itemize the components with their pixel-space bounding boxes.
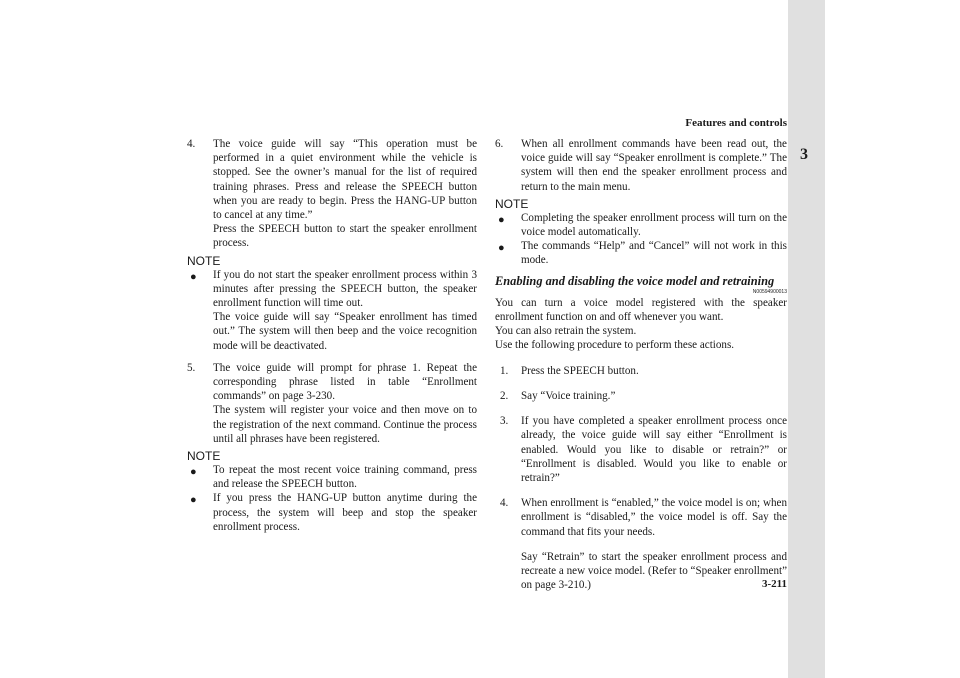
bullet-icon: ● bbox=[190, 494, 197, 507]
note-bullet bbox=[495, 211, 787, 239]
bullet-text-continued: The voice guide will say “Speaker enrollment has timed out.” The system will then beep and the voice recognition mode will be deactivated. bbox=[213, 311, 477, 352]
right-column bbox=[495, 137, 787, 604]
left-column bbox=[187, 137, 477, 534]
paragraph: You can turn a voice model registered with the speaker enrollment function on and off whenever you want. bbox=[495, 296, 787, 323]
bullet-icon: ● bbox=[190, 270, 197, 283]
step-number: 4. bbox=[500, 497, 509, 510]
step-number: 4. bbox=[187, 138, 196, 150]
bullet-icon: ● bbox=[498, 213, 505, 226]
step-text: The voice guide will say “This operation must be performed in a quiet environment while the vehicle is stopped. See the owner’s manual for the list of required training phrases. Press and release the SPEECH button when you are ready to begin. Press the HANG-UP button to cancel at any time.” bbox=[213, 138, 477, 222]
step-number: 5. bbox=[187, 361, 196, 374]
bullet-text: If you do not start the speaker enrollment process within 3 minutes after pressing the SPEECH button, the speaker enrollment function will time out. bbox=[213, 268, 477, 310]
step-6 bbox=[495, 137, 787, 194]
step-text: When all enrollment commands have been read out, the voice guide will say “Speaker enrollment is complete.” The system will then end the speaker enrollment process and return to the main menu. bbox=[521, 138, 787, 193]
chapter-number: 3 bbox=[800, 146, 808, 163]
step-number: 3. bbox=[500, 415, 509, 428]
page-number: 3-211 bbox=[761, 578, 787, 590]
chapter-tab bbox=[788, 0, 825, 678]
bullet-text: The commands “Help” and “Cancel” will not work in this mode. bbox=[521, 240, 787, 267]
procedure-step-1 bbox=[495, 364, 787, 378]
step-4 bbox=[187, 137, 477, 251]
note-label: NOTE bbox=[495, 196, 529, 211]
note-label: NOTE bbox=[187, 253, 221, 268]
section-code: N00594900013 bbox=[752, 288, 787, 295]
note-bullet bbox=[495, 239, 787, 267]
paragraph: You can also retrain the system. bbox=[495, 325, 637, 338]
bullet-text: If you press the HANG-UP button anytime during the process, the system will beep and stop the speaker enrollment process. bbox=[213, 492, 477, 533]
step-text: If you have completed a speaker enrollment process once already, the voice guide will say either “Enrollment is enabled. Would you like to disable or retrain?” or “Enrollment is disabled. Would you like to enable or retrain?” bbox=[521, 415, 787, 484]
step-number: 2. bbox=[500, 389, 509, 402]
note-label: NOTE bbox=[187, 449, 221, 464]
step-5 bbox=[187, 361, 477, 446]
note-bullet bbox=[187, 463, 477, 491]
procedure-step-2 bbox=[495, 389, 787, 403]
step-text-continued: Press the SPEECH button to start the speaker enrollment process. bbox=[213, 223, 477, 250]
section-heading: Enabling and disabling the voice model and retraining bbox=[495, 273, 775, 288]
procedure-step-3 bbox=[495, 414, 787, 485]
step-text-continued: The system will register your voice and then move on to the registration of the next command. Continue the process until all phrases have been registered. bbox=[213, 404, 477, 445]
running-header: Features and controls bbox=[685, 117, 787, 129]
note-bullet bbox=[187, 491, 477, 534]
step-text: When enrollment is “enabled,” the voice model is on; when enrollment is “disabled,” the voice model is off. Say the command that fits your needs. bbox=[521, 497, 787, 538]
procedure-step-4 bbox=[495, 496, 787, 592]
step-text: Say “Voice training.” bbox=[521, 389, 616, 402]
bullet-text: Completing the speaker enrollment process will turn on the voice model automatically. bbox=[521, 211, 787, 239]
paragraph: Use the following procedure to perform these actions. bbox=[495, 339, 735, 352]
bullet-text: To repeat the most recent voice training command, press and release the SPEECH button. bbox=[213, 464, 477, 491]
step-number: 1. bbox=[500, 364, 509, 377]
bullet-icon: ● bbox=[498, 242, 505, 255]
step-text: The voice guide will prompt for phrase 1. Repeat the corresponding phrase listed in table “Enrollment commands” on page 3-230. bbox=[213, 361, 477, 403]
step-text: Press the SPEECH button. bbox=[521, 364, 639, 377]
note-bullet bbox=[187, 268, 477, 353]
bullet-icon: ● bbox=[190, 466, 197, 479]
step-text-continued: Say “Retrain” to start the speaker enrollment process and recreate a new voice model. (Refer to “Speaker enrollment” on page 3-210.) bbox=[521, 550, 787, 592]
step-number: 6. bbox=[495, 138, 504, 150]
